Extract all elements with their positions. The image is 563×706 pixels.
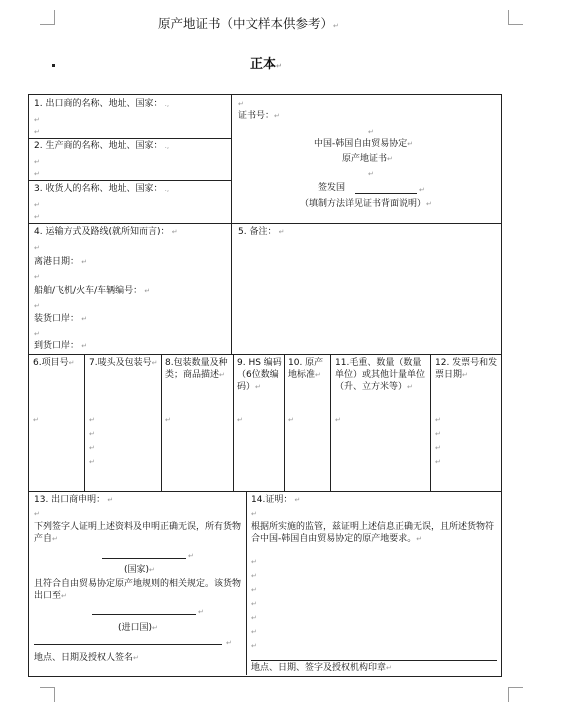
origin-criterion-header: 10. 原产地标准↵ [288, 358, 324, 380]
certification-signature-label: 地点、日期、签字及授权机构印章↵ [251, 663, 392, 673]
exporter-signature-line [34, 644, 222, 645]
certification-text: 根据所实施的监管，兹证明上述信息正确无误，且所述货物符合中国-韩国自由贸易协定的原产地要求。↵ [251, 522, 495, 544]
weight-quantity-header: 11.毛重、数量（数量单位）或其他计量单位（升、立方米等）↵ [335, 358, 426, 392]
transport-heading: 4. 运输方式及路线(就所知而言)： ↵ [34, 227, 178, 237]
marks-numbers-header: 7.唛头及包装号↵ [89, 358, 158, 368]
consignee-field-label: 3. 收货人的名称、地址、国家： ., [34, 184, 170, 194]
discharge-port-label: 到货口岸： ↵ [34, 341, 88, 351]
crop-mark-bottom-left [40, 687, 55, 702]
certification-heading: 14.证明： ↵ [251, 495, 301, 505]
original-label: 正本↵ [250, 57, 282, 72]
item-number-header: 6.项目号↵ [33, 358, 75, 368]
document-title: 原产地证书（中文样本供参考）↵ [158, 16, 339, 31]
loading-port-label: 装货口岸： ↵ [34, 314, 88, 324]
country-label: (国家)↵ [124, 565, 155, 575]
issuing-country-line [355, 193, 417, 194]
certificate-number-label: 证书号：↵ [238, 111, 280, 121]
issuing-country-label: 签发国 [318, 183, 346, 193]
vessel-number-label: 船舶/飞机/火车/车辆编号： ↵ [34, 286, 151, 296]
exporter-field-label: 1. 出口商的名称、地址、国家： ., [34, 99, 170, 109]
producer-field-label: 2. 生产商的名称、地址、国家： ., [34, 141, 170, 151]
certification-signature-line [251, 660, 497, 661]
agreement-name: 中国-韩国自由贸易协定↵ [314, 139, 414, 149]
crop-mark-top-left [40, 10, 55, 25]
hs-code-header: 9. HS 编码（6位数编码）↵ [237, 358, 282, 392]
departure-date-label: 离港日期： ↵ [34, 257, 88, 267]
exporter-declaration-heading: 13. 出口商申明： ↵ [34, 495, 114, 505]
crop-mark-bottom-right [508, 687, 523, 702]
exporter-signature-label: 地点、日期及授权人签名↵ [34, 653, 139, 663]
remarks-label: 5. 备注： ↵ [238, 227, 285, 237]
import-country-label: (进口国)↵ [118, 623, 158, 633]
instructions-note: （填制方法详见证书背面说明）↵ [300, 199, 432, 209]
package-description-header: 8.包装数量及种类；商品描述↵ [165, 358, 228, 380]
exporter-rules-text: 且符合自由贸易协定原产地规则的相关规定。该货物出口至↵ [34, 579, 242, 601]
crop-mark-top-right [508, 10, 523, 25]
origin-country-line [102, 558, 186, 559]
exporter-declaration-text: 下列签字人证明上述资料及申明正确无误，所有货物产自↵ [34, 522, 242, 544]
certificate-name: 原产地证书↵ [342, 154, 393, 164]
import-country-line [92, 614, 196, 615]
invoice-header: 12. 发票号和发票日期↵ [435, 358, 498, 380]
bullet-dot [52, 64, 55, 67]
